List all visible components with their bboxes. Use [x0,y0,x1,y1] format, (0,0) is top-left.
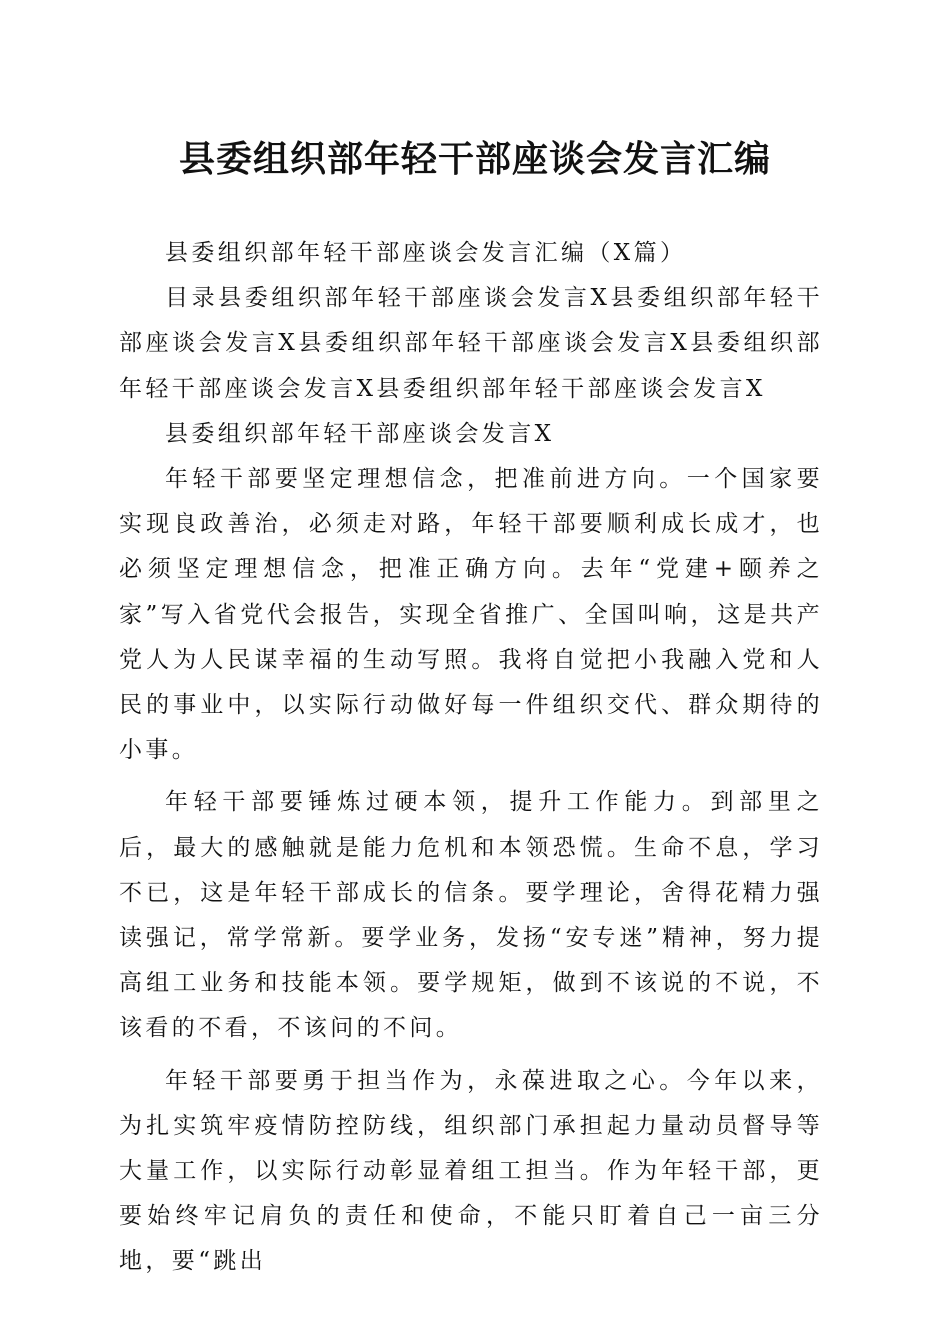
speech-heading-paragraph: 县委组织部年轻干部座谈会发言X [165,420,555,447]
body-paragraph-responsibility: 年轻干部要勇于担当作为，永葆进取之心。今年以来，为扎实筑牢疫情防控防线，组织部门承担起力量动员督导等大量工作，以实际行动彰显着组工担当。作为年轻干部，更要始终牢记肩负的责任和使命，不能只盯着自己一亩三分地，要“跳出 [119,1067,823,1275]
document-body [119,231,823,1285]
body-paragraph-ideals: 年轻干部要坚定理想信念，把准前进方向。一个国家要实现良政善治，必须走对路，年轻干部要顺利成长成才，也必须坚定理想信念，把准正确方向。去年“党建+颐养之家”写入省党代会报告，实现全省推广、全国叫响，这是共产党人为人民谋幸福的生动写照。我将自觉把小我融入党和人民的事业中，以实际行动做好每一件组织交代、群众期待的小事。 [119,466,823,764]
collection-subtitle-paragraph: 县委组织部年轻干部座谈会发言汇编（X篇） [165,240,687,266]
body-paragraph-skills: 年轻干部要锤炼过硬本领，提升工作能力。到部里之后，最大的感触就是能力危机和本领恐慌。生命不息，学习不已，这是年轻干部成长的信条。要学理论，舍得花精力强读强记，常学常新。要学业务，发扬“安专迷”精神，努力提高组工业务和技能本领。要学规矩，做到不该说的不说，不该看的不看，不该问的不问。 [119,789,823,1042]
document-title: 县委组织部年轻干部座谈会发言汇编 [178,138,771,180]
table-of-contents-paragraph: 目录县委组织部年轻干部座谈会发言X县委组织部年轻干部座谈会发言X县委组织部年轻干部座谈会发言X县委组织部年轻干部座谈会发言X县委组织部年轻干部座谈会发言X [119,285,823,402]
